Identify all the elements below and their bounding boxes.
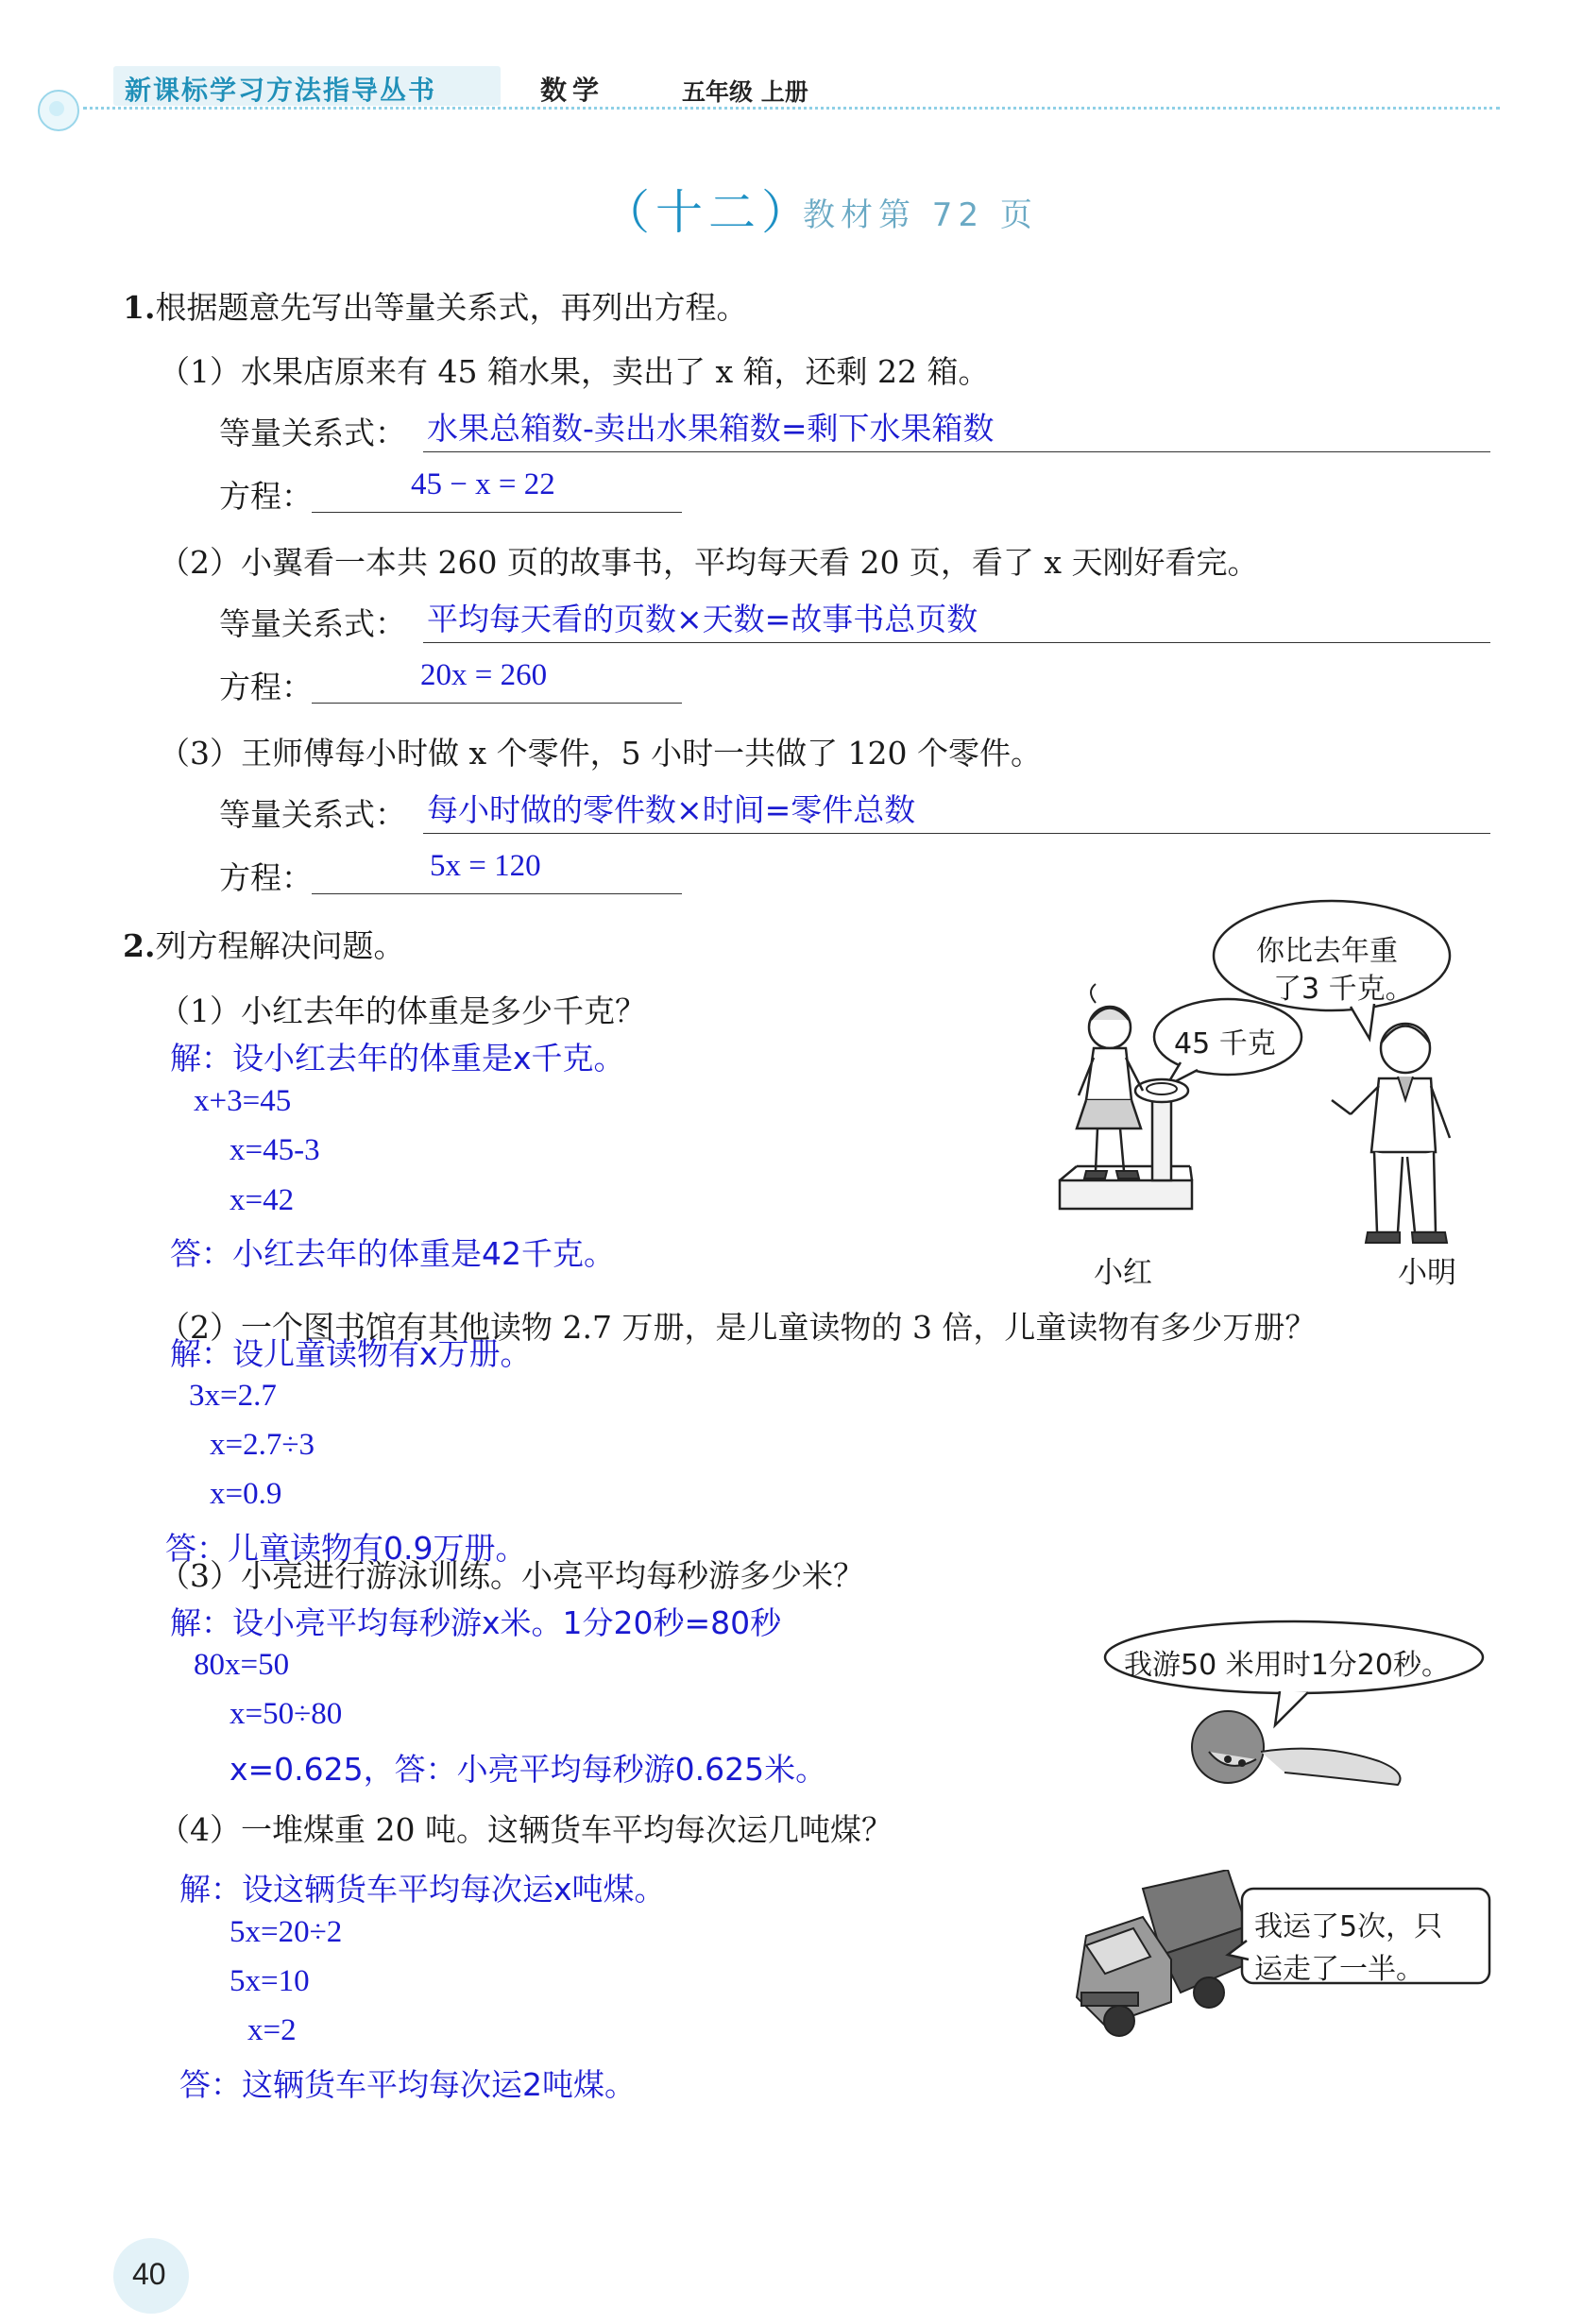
q1-item1-equation-label: 方程： [219, 478, 313, 515]
q2-p2-line-4: x=0.9 [210, 1477, 282, 1511]
q1-prompt [123, 283, 747, 328]
girl-bubble-text: 45 千克 [1174, 1027, 1276, 1060]
q1-number: 1. [123, 289, 156, 326]
q1-item3-equation-answer: 5x = 120 [430, 849, 541, 883]
section-title: （十二） [603, 185, 814, 240]
q2-p3-text: （3）小亮进行游泳训练。小亮平均每秒游多少米？ [159, 1557, 864, 1594]
boy-bubble-line-2: 了3 千克。 [1273, 973, 1414, 1006]
q1-item1-equation-line [312, 512, 682, 513]
q2-p4-answer: 答：这辆货车平均每次运2吨煤。 [179, 2066, 636, 2103]
q1-item1-relation-label: 等量关系式： [219, 415, 406, 451]
q1-item1-relation-answer: 水果总箱数-卖出水果箱数=剩下水果箱数 [427, 410, 995, 447]
swimmer-bubble-text: 我游50 米用时1分20秒。 [1124, 1649, 1450, 1682]
q1-item3-relation-label: 等量关系式： [219, 796, 406, 833]
header-ornament-dot [49, 101, 64, 116]
q1-item3-relation-line [423, 833, 1490, 834]
q1-item2-relation-answer: 平均每天看的页数×天数=故事书总页数 [427, 601, 978, 637]
boy-name-label: 小明 [1398, 1256, 1456, 1290]
q2-p4-line-2: 5x=20÷2 [230, 1915, 343, 1949]
q2-p1-line-4: x=42 [230, 1183, 295, 1217]
section-subtitle: 教材第 72 页 [803, 196, 1038, 234]
q2-p2-text: （2）一个图书馆有其他读物 2.7 万册，是儿童读物的 3 倍，儿童读物有多少万册？ [159, 1309, 1317, 1346]
q2-p3-line-2: 80x=50 [194, 1648, 290, 1682]
q1-item2-text: （2）小翼看一本共 260 页的故事书，平均每天看 20 页，看了 x 天刚好看完。 [159, 544, 1259, 581]
q1-item2-equation-answer: 20x = 260 [420, 658, 548, 692]
q2-p3-line-3: x=50÷80 [230, 1697, 343, 1731]
q1-item3-relation-answer: 每小时做的零件数×时间=零件总数 [427, 791, 916, 828]
q2-p1-answer: 答：小红去年的体重是42千克。 [170, 1235, 615, 1272]
q2-p3-answer: x=0.625，答：小亮平均每秒游0.625米。 [230, 1751, 827, 1788]
q2-p1-text: （1）小红去年的体重是多少千克？ [159, 992, 646, 1029]
q2-p4-line-4: x=2 [247, 2013, 297, 2047]
q1-item2-equation-line [312, 703, 682, 704]
q2-p2-line-1: 解：设儿童读物有x万册。 [170, 1335, 532, 1372]
q1-item1-equation-answer: 45 − x = 22 [411, 467, 555, 501]
q1-item1-relation-line [423, 451, 1490, 452]
header-grade: 五年级 上册 [682, 78, 808, 106]
q2-p2-line-3: x=2.7÷3 [210, 1428, 315, 1462]
q1-item2-relation-line [423, 642, 1490, 643]
q2-p2-answer: 答：儿童读物有0.9万册。 [165, 1530, 527, 1567]
header-series-title: 新课标学习方法指导丛书 [125, 75, 437, 106]
q1-item2-relation-label: 等量关系式： [219, 605, 406, 642]
q2-p1-line-1: 解：设小红去年的体重是x千克。 [170, 1040, 625, 1077]
q2-p4-line-1: 解：设这辆货车平均每次运x吨煤。 [179, 1871, 666, 1908]
q2-p1-line-2: x+3=45 [194, 1084, 292, 1118]
q2-p3-line-1: 解：设小亮平均每秒游x米。1分20秒=80秒 [170, 1604, 782, 1641]
girl-name-label: 小红 [1094, 1256, 1152, 1290]
q2-p4-text: （4）一堆煤重 20 吨。这辆货车平均每次运几吨煤？ [159, 1811, 893, 1848]
truck-bubble-line-2: 运走了一半。 [1254, 1953, 1424, 1986]
q2-prompt-text: 列方程解决问题。 [155, 927, 405, 964]
q2-p1-line-3: x=45-3 [230, 1133, 320, 1167]
q1-prompt-text: 根据题意先写出等量关系式，再列出方程。 [155, 289, 748, 326]
q1-item3-text: （3）王师傅每小时做 x 个零件，5 小时一共做了 120 个零件。 [159, 735, 1043, 772]
header-dotted-rule [83, 107, 1500, 110]
q1-item3-equation-line [312, 893, 682, 894]
q1-item1-text: （1）水果店原来有 45 箱水果，卖出了 x 箱，还剩 22 箱。 [159, 353, 990, 390]
page-number: 40 [132, 2257, 166, 2291]
q1-item3-equation-label: 方程： [219, 859, 313, 896]
q1-item2-equation-label: 方程： [219, 669, 313, 705]
q2-p4-line-3: 5x=10 [230, 1964, 310, 1998]
q2-prompt [123, 922, 404, 966]
q2-p2-line-2: 3x=2.7 [189, 1379, 277, 1413]
q2-number: 2. [123, 927, 156, 964]
header-subject: 数学 [540, 75, 605, 106]
swimmer-illustration [1096, 1610, 1492, 1790]
truck-bubble-line-1: 我运了5次，只 [1254, 1910, 1443, 1943]
boy-bubble-line-1: 你比去年重 [1256, 935, 1398, 968]
